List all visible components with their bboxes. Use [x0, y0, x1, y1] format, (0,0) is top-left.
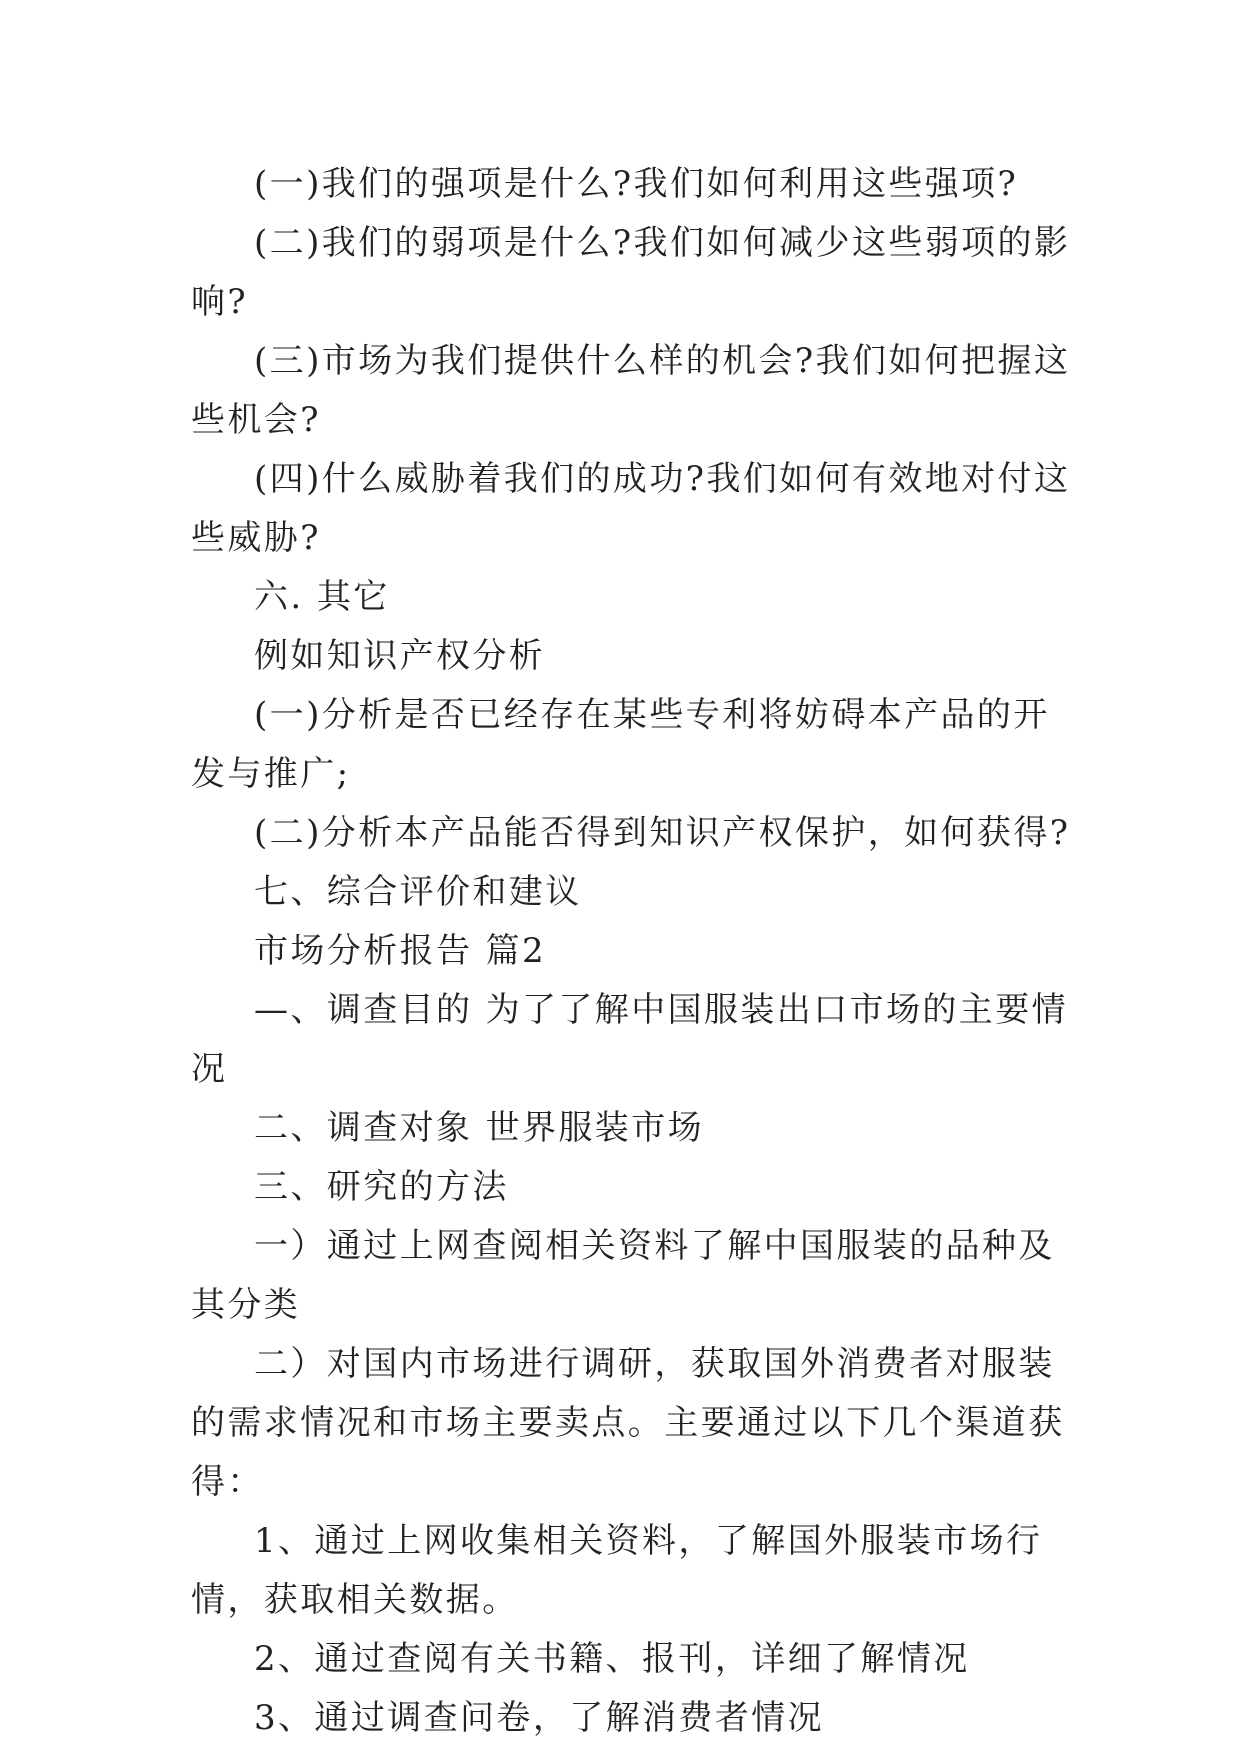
paragraph-patent-analysis: (一)分析是否已经存在某些专利将妨碍本产品的开发与推广; [191, 695, 1050, 794]
paragraph-method-research: 二）对国内市场进行调研，获取国外消费者对服装的需求情况和市场主要卖点。主要通过以下几个渠道获得： [191, 1344, 1065, 1502]
section-heading-evaluation: 七、综合评价和建议 [254, 872, 582, 912]
paragraph-strengths: (一)我们的强项是什么?我们如何利用这些强项? [254, 164, 1019, 204]
section-heading-methods: 三、研究的方法 [254, 1167, 509, 1207]
section-heading-subject: 二、调查对象 世界服装市场 [254, 1108, 705, 1148]
paragraph-method-online: 一）通过上网查阅相关资料了解中国服装的品种及其分类 [191, 1226, 1055, 1325]
paragraph-opportunities: (三)市场为我们提供什么样的机会?我们如何把握这些机会? [191, 341, 1071, 440]
list-item-channel-2: 2、通过查阅有关书籍、报刊，详细了解情况 [254, 1639, 970, 1679]
list-item-channel-3: 3、通过调查问卷，了解消费者情况 [254, 1698, 825, 1738]
section-heading-other: 六. 其它 [254, 577, 390, 617]
paragraph-threats: (四)什么威胁着我们的成功?我们如何有效地对付这些威胁? [191, 459, 1071, 558]
report-title: 市场分析报告 篇2 [254, 931, 547, 971]
paragraph-weaknesses: (二)我们的弱项是什么?我们如何减少这些弱项的影响? [191, 223, 1071, 322]
paragraph-ip-example: 例如知识产权分析 [254, 636, 546, 676]
document-body [191, 155, 1071, 1748]
paragraph-ip-protection: (二)分析本产品能否得到知识产权保护，如何获得? [254, 813, 1071, 853]
list-item-channel-1: 1、通过上网收集相关资料，了解国外服装市场行情，获取相关数据。 [191, 1521, 1043, 1620]
section-heading-purpose: —、调查目的 为了了解中国服装出口市场的主要情况 [191, 990, 1069, 1089]
